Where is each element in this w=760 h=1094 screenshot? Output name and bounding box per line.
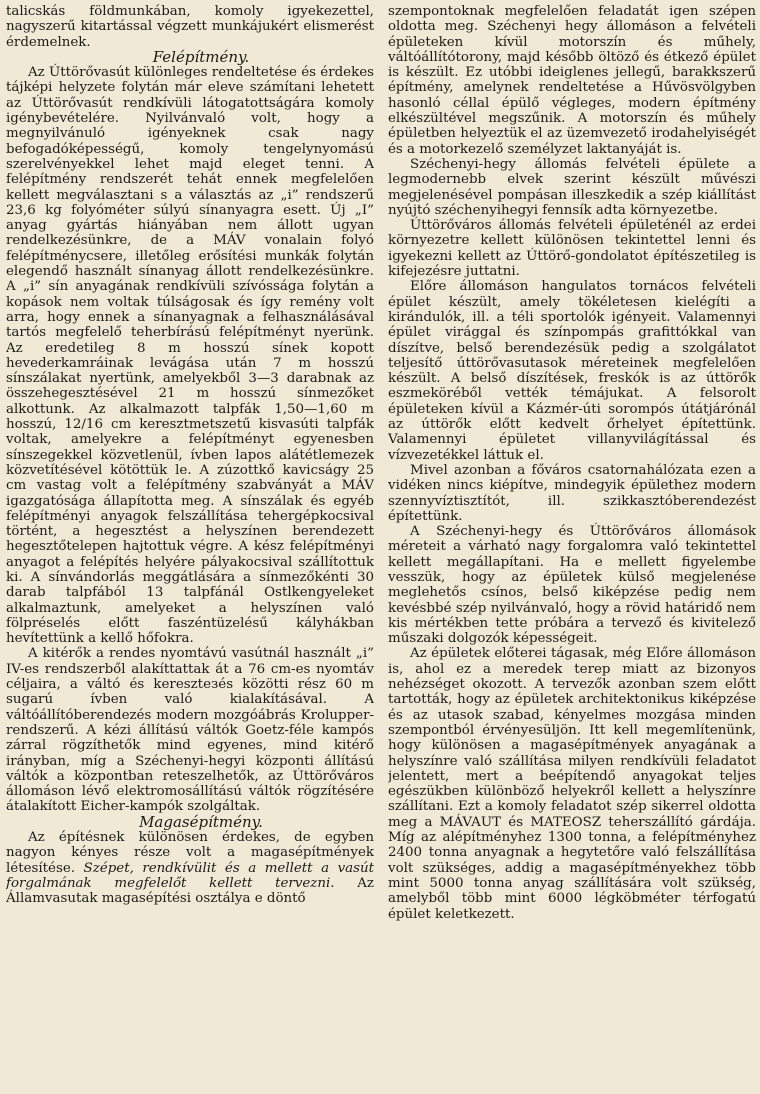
section-heading-magasepitmeny: Magasépítmény. <box>139 812 263 831</box>
paragraph: Előre állomáson hangulatos tornácos felvételi épület készült, amely tökéletesen kielégíti a kirándulók, ill. a téli sportolók igényeit. Valamennyi épület virággal és színpompás grafittókkal van díszítve, belső berendezésük pedig a szolgálatot teljesítő úttörővasutasok méreteinek megfelelően készült. A belső díszítések, freskók is az úttörők eszmeköréből vették témájukat. A felsorolt épületeken kívül a Kázmér-úti sorompós útátjárónál az úttörők előtt kedvelt őrhelyet építettünk. Valamennyi épületet villanyvilágítással és vízvezetékkel láttuk el. <box>388 279 756 463</box>
paragraph: Az Úttörővasút különleges rendeltetése és érdekes tájképi helyzete folytán már eleve számítani lehetett az Úttörővasút rendkívüli látogatottságára komoly igénybevételére. Nyilvánvaló volt, hogy a megnyilvánuló igényeknek csak nagy befogadóképességű, komoly tengelynyomású szerelvényekkel lehet majd eleget tenni. A felépítmény rendszerét tehát ennek megfelelően kellett megválasztani s a választás az „i” rendszerű 23,6 kg folyóméter súlyú sínanyagra esett. Új „I” anyag gyártás hiányában nem állott ugyan rendelkezésünkre, de a MÁV vonalain folyó felépítménycsere, illetőleg erősítési munkák folytán elegendő használt sínanyag állott rendelkezésünkre. A „i” sín anyagának rendkívüli szívóssága folytán a kopások nem voltak túlságosak és így remény volt arra, hogy ennek a sínanyagnak a felhasználásával tartós megfelelő teherbírású felépítményt nyerünk. Az eredetileg 8 m hosszú sínek kopott hevederkamráinak levágása után 7 m hosszú sínszálakat nyertünk, amelyekből 3—3 darabnak az összehegesztésével 21 m hosszú sínmezőket alkottunk. Az alkalmazott talpfák 1,50—1,60 m hosszú, 12/16 cm keresztmetszetű kisvasúti talpfák voltak, amelyekre a felépítményt egyenesben sínszegekkel közvetlenül, ívben lapos alátétlemezek közvetítésével kötöttük le. A zúzottkő kavicságy 25 cm vastag volt a felépítmény szabványát a MÁV igazgatósága állapította meg. A sínszálak és egyéb felépítményi anyagok felszállítása tehergépkocsival történt, a hegesztést a helyszínen berendezett hegesztőtelepen hajtottuk végre. A kész felépítményi anyagot a felépítés helyére pályakocsival szállítottuk ki. A sínvándorlás meggátlására a sínmezőkénti 30 darab talpfából 13 talpfánál Ostlkengyeleket alkalmaztunk, amelyeket a helyszínen való fölpréselés előtt faszéntüzelésű kályhákban hevítettünk a kellő hőfokra. <box>6 65 374 647</box>
right-column <box>388 4 756 1094</box>
left-column <box>6 4 374 1094</box>
paragraph: Széchenyi-hegy állomás felvételi épülete a legmodernebb elvek szerint készült művészi megjelenésével pompásan illeszkedik a szép kiállítást nyújtó széchenyihegyi fennsík adta környezetbe. <box>388 156 756 218</box>
paragraph: A Széchenyi-hegy és Úttörőváros állomások méreteit a várható nagy forgalomra való tekintettel kellett megállapítani. Ha e mellett figyelembe vesszük, hogy az épületek külső megjelenése meglehetős csínos, belső kiképzése pedig nem kevésbbé szép nyilvánvaló, hogy a rövid határidő nem kis mértékben tette próbára a tervező és kivitelező műszaki dolgozók képességeit. <box>388 524 756 647</box>
paragraph: Úttörőváros állomás felvételi épületénél az erdei környezetre kellett különösen tekintettel lenni és igyekezni kellett az Úttörő-gondolatot építészetileg is kifejezésre juttatni. <box>388 218 756 280</box>
text-run: Az Államvasutak magasépítési osztálya e döntő <box>6 875 374 907</box>
paragraph: talicskás földmunkában, komoly igyekezettel, nagyszerű kitartással végzett munkájukért elismerést érdemelnek. <box>6 4 374 50</box>
paragraph: szempontoknak megfelelően feladatát igen szépen oldotta meg. Széchenyi hegy állomáson a felvételi épületeken kívül motorszín és műhely, váltóállítótorony, majd később öltöző és étkező épület is készült. Ez utóbbi ideiglenes jellegű, barakkszerű építmény, amelynek rendeltetése a Hűvösvölgyben hasonló céllal épülő végleges, modern építmény elkészültével megszűnik. A motorszín és műhely épületben helyeztük el az üzemvezető irodahelyiségét és a motorkezelő személyzet laktanyáját is. <box>388 4 756 157</box>
section-heading-felepitmeny: Felépítmény. <box>152 47 250 66</box>
paragraph <box>6 830 374 906</box>
text-run: Az építésnek különösen érdekes, de egyben nagyon kényes része volt a magasépítmények létesítése. <box>6 830 374 876</box>
paragraph: Mivel azonban a főváros csatornahálózata ezen a vidéken nincs kiépítve, mindegyik épülethez modern szennyvíztisztítót, ill. szikkasztóberendezést építettünk. <box>388 462 756 524</box>
paragraph: Az épületek előterei tágasak, még Előre állomáson is, ahol ez a meredek terep miatt az bizonyos nehézséget okozott. A tervezők azonban szem előtt tartották, hogy az épületek architektonikus kiképzése és az utasok szabad, kényelmes mozgása minden szempontból érvényesüljön. Itt kell megemlítenünk, hogy különösen a magasépítmények anyagának a helyszínre való szállítása milyen rendkívüli feladatot jelentett, mert a beépítendő anyagokat teljes egészükben különböző helyekről kellett a helyszínre szállítani. Ezt a komoly feladatot szép sikerrel oldotta meg a MÁVAUT és MATEOSZ teherszállító gárdája. Míg az alépítményhez 1300 tonna, a felépítményhez 2400 tonna anyagnak a hegytetőre való felszállítása volt szükséges, addig a magasépítményekhez több mint 5000 tonna anyag szállítására volt szükség, amelyből több mint 6000 légköbméter térfogatú épület keletkezett. <box>388 646 756 922</box>
italic-emphasis: Szépet, rendkívülit és a mellett a vasút forgalmának megfelelőt kellett tervezni. <box>6 860 374 891</box>
paragraph: A kitérők a rendes nyomtávú vasútnál használt „i” IV-es rendszerből alakíttattak át a 76 cm-es nyomtáv céljaira, a váltó és kereszteзés közötti rész 60 m sugarú ívben való kialakításával. A váltóállítóberendezés modern mozgóábrás Krolupper-rendszerű. A kézi állítású váltók Goetz-féle kampós zárral rögzíthetők mind egyenes, mind kitérő irányban, míg a Széchenyi-hegyi központi állítású váltók a központban reteszelhetők, az Úttörőváros állomáson lévő elektromosállítású váltók rögzítésére átalakított Eicher-kampók szolgáltak. <box>6 646 374 815</box>
